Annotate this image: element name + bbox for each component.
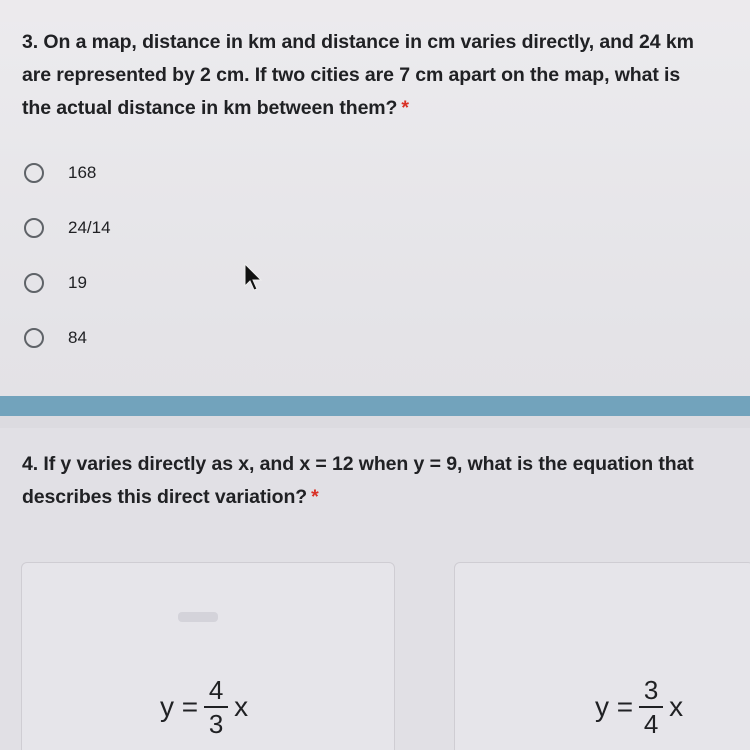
option-19[interactable] [24, 268, 87, 298]
radio-button[interactable] [24, 218, 44, 238]
equation-lhs: y = [595, 691, 634, 722]
radio-button[interactable] [24, 163, 44, 183]
question-3-line-2: are represented by 2 cm. If two cities are 7 cm apart on the map, what is [22, 64, 681, 86]
option-168[interactable] [24, 158, 96, 188]
fraction [204, 676, 228, 738]
question-4-line-2-text: describes this direct variation? [22, 486, 308, 508]
equation-choice-b[interactable] [595, 676, 683, 738]
option-label: 84 [68, 328, 87, 347]
equation-variable: x [234, 691, 249, 722]
question-3 [0, 22, 750, 396]
question-4-line-1: 4. If y varies directly as x, and x = 12 when y = 9, what is the equation that [22, 453, 694, 475]
question-3-line-3 [22, 92, 750, 125]
section-divider [0, 396, 750, 416]
option-label: 168 [68, 163, 97, 182]
mouse-pointer-icon [243, 262, 265, 292]
question-4-text [22, 448, 750, 514]
fraction-denominator: 3 [208, 709, 224, 739]
question-3-text [22, 26, 750, 125]
required-marker: * [401, 97, 409, 119]
option-label: 24/14 [68, 218, 111, 237]
option-24-14[interactable] [24, 213, 111, 243]
fraction-bar [639, 706, 663, 708]
top-strip [0, 0, 750, 22]
option-84[interactable] [24, 323, 87, 353]
fraction-denominator: 4 [643, 709, 659, 739]
radio-button[interactable] [24, 273, 44, 293]
question-3-line-1: 3. On a map, distance in km and distance in cm varies directly, and 24 km [22, 31, 694, 53]
question-3-line-3-text: the actual distance in km between them? [22, 97, 398, 119]
required-marker: * [311, 486, 319, 508]
fraction-numerator: 4 [208, 675, 224, 705]
equation-lhs: y = [160, 691, 199, 722]
question-4-line-2 [22, 481, 750, 514]
equation-choice-a[interactable] [160, 676, 248, 738]
fraction [639, 676, 663, 738]
radio-button[interactable] [24, 328, 44, 348]
fraction-bar [204, 706, 228, 708]
equation-variable: x [669, 691, 684, 722]
section-gap [0, 416, 750, 428]
faint-mark [178, 612, 218, 622]
fraction-numerator: 3 [643, 675, 659, 705]
option-label: 19 [68, 273, 87, 292]
